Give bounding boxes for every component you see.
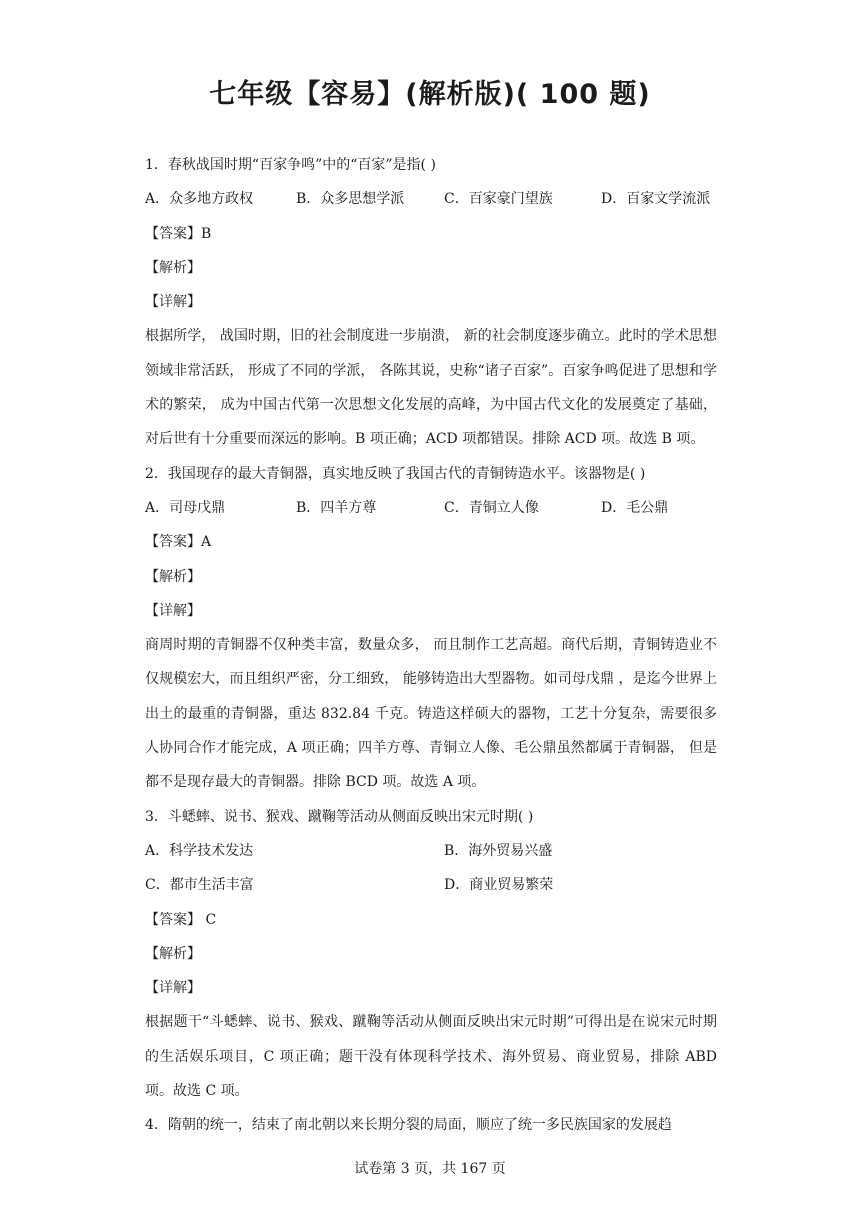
- option-a: A．科学技术发达: [145, 842, 254, 859]
- option-d: D．毛公鼎: [601, 499, 669, 516]
- detail-label: 【详解】: [145, 602, 201, 619]
- answer-line: 【答案】A: [145, 534, 212, 551]
- analysis-label: 【解析】: [145, 568, 201, 585]
- option-b: B．海外贸易兴盛: [444, 842, 553, 859]
- option-a: A．司母戊鼎: [145, 499, 226, 516]
- answer-line: 【答案】 C: [145, 911, 217, 928]
- document-body: [145, 148, 717, 1143]
- question-options: [145, 182, 717, 216]
- detail-label: 【详解】: [145, 294, 201, 311]
- page-title: 七年级【容易】(解析版)( 100 题): [209, 79, 651, 110]
- analysis-label: 【解析】: [145, 259, 201, 276]
- question-stem: 4．隋朝的统一，结束了南北朝以来长期分裂的局面，顺应了统一多民族国家的发展趋: [145, 1117, 672, 1134]
- question-stem: 1．春秋战国时期“百家争鸣”中的“百家”是指( ): [145, 157, 436, 173]
- option-b: B．众多思想学派: [296, 191, 405, 208]
- option-d: D．商业贸易繁荣: [444, 877, 554, 894]
- option-a: A．众多地方政权: [145, 191, 254, 208]
- option-d: D．百家文学流派: [601, 191, 711, 208]
- page-footer: 试卷第 3 页，共 167 页: [354, 1161, 506, 1177]
- answer-line: 【答案】B: [145, 225, 212, 242]
- option-c: C．百家豪门望族: [444, 191, 553, 208]
- question-options: [145, 868, 717, 902]
- option-c: C．都市生活丰富: [145, 877, 254, 894]
- detail-text: 根据题干“斗蟋蟀、说书、猴戏、蹴鞠等活动从侧面反映出宋元时期”可得出是在说宋元时期的生活娱乐项目，C 项正确；题干没有体现科学技术、海外贸易、商业贸易，排除 ABD 项。故选 C 项。: [145, 1014, 717, 1100]
- detail-text: 商周时期的青铜器不仅种类丰富，数量众多， 而且制作工艺高超。商代后期，青铜铸造业不仅规模宏大，而且组织严密，分工细致， 能够铸造出大型器物。如司母戊鼎 ，是迄今世界上出土的最重的青铜器，重达 832.84 千克。铸造这样硕大的器物，工艺十分复杂，需要很多人协同合作才能完成，A 项正确；四羊方尊、青铜立人像、毛公鼎虽然都属于青铜器， 但是都不是现存最大的青铜器。排除 BCD 项。故选 A 项。: [145, 637, 717, 791]
- question-stem: 2．我国现存的最大青铜器，真实地反映了我国古代的青铜铸造水平。该器物是( ): [145, 465, 646, 482]
- question-options: [145, 491, 717, 525]
- question-options: [145, 834, 717, 868]
- detail-text: 根据所学， 战国时期，旧的社会制度进一步崩溃， 新的社会制度逐步确立。此时的学术思想领域非常活跃， 形成了不同的学派， 各陈其说，史称“诸子百家”。百家争鸣促进了思想和学术的繁荣， 成为中国古代第一次思想文化发展的高峰，为中国古代文化的发展奠定了基础，对后世有十分重要而深远的影响。B 项正确；ACD 项都错误。排除 ACD 项。故选 B 项。: [145, 328, 717, 448]
- option-c: C．青铜立人像: [444, 499, 539, 516]
- detail-label: 【详解】: [145, 980, 201, 997]
- analysis-label: 【解析】: [145, 945, 201, 962]
- question-stem: 3．斗蟋蟀、说书、猴戏、蹴鞠等活动从侧面反映出宋元时期( ): [145, 808, 534, 825]
- option-b: B．四羊方尊: [296, 499, 377, 516]
